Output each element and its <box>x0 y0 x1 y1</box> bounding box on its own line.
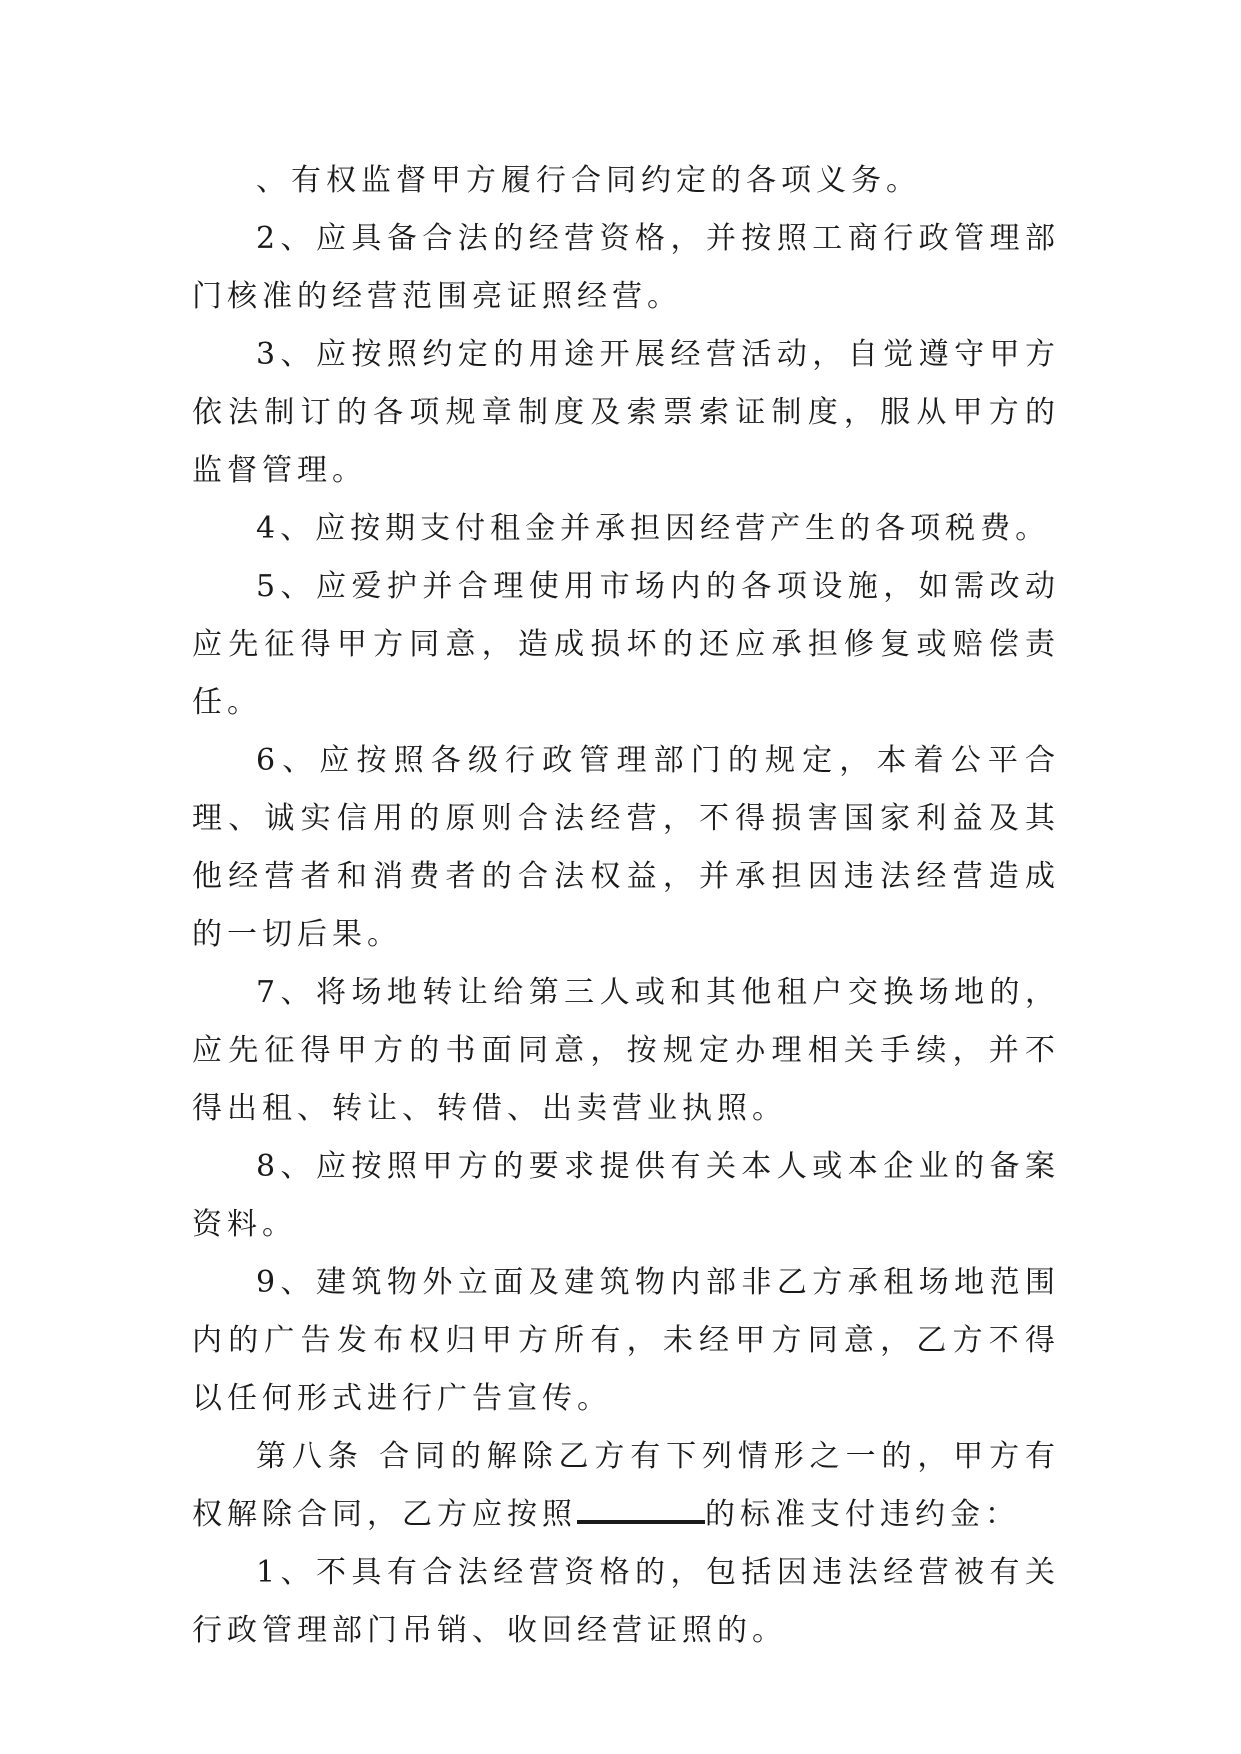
paragraph: 、有权监督甲方履行合同约定的各项义务。 <box>256 163 921 198</box>
paragraph: 8、应按照甲方的要求提供有关本人或本企业的备案资料。 <box>192 1149 1060 1242</box>
fill-in-blank <box>577 1498 705 1524</box>
article-8-text-before: 第八条 合同的解除乙方有下列情形之一的，甲方有权解除合同，乙方应按照 <box>192 1439 1060 1532</box>
article-8-text-after: 的标准支付违约金： <box>705 1497 1020 1532</box>
paragraph: 6、应按照各级行政管理部门的规定，本着公平合理、诚实信用的原则合法经营，不得损害国家利益及其他经营者和消费者的合法权益，并承担因违法经营造成的一切后果。 <box>192 743 1060 952</box>
paragraph: 9、建筑物外立面及建筑物内部非乙方承租场地范围内的广告发布权归甲方所有，未经甲方同意，乙方不得以任何形式进行广告宣传。 <box>192 1265 1060 1416</box>
paragraph: 3、应按照约定的用途开展经营活动，自觉遵守甲方依法制订的各项规章制度及索票索证制度，服从甲方的监督管理。 <box>192 337 1060 488</box>
paragraph: 5、应爱护并合理使用市场内的各项设施，如需改动应先征得甲方同意，造成损坏的还应承担修复或赔偿责任。 <box>192 569 1060 720</box>
paragraph: 2、应具备合法的经营资格，并按照工商行政管理部门核准的经营范围亮证照经营。 <box>192 221 1060 314</box>
article-8-paragraph <box>192 1428 1060 1544</box>
paragraph: 1、不具有合法经营资格的，包括因违法经营被有关行政管理部门吊销、收回经营证照的。 <box>192 1555 1060 1648</box>
paragraph: 4、应按期支付租金并承担因经营产生的各项税费。 <box>256 511 1051 546</box>
document-body <box>192 152 1060 1660</box>
paragraph: 7、将场地转让给第三人或和其他租户交换场地的，应先征得甲方的书面同意，按规定办理相关手续，并不得出租、转让、转借、出卖营业执照。 <box>192 975 1060 1126</box>
